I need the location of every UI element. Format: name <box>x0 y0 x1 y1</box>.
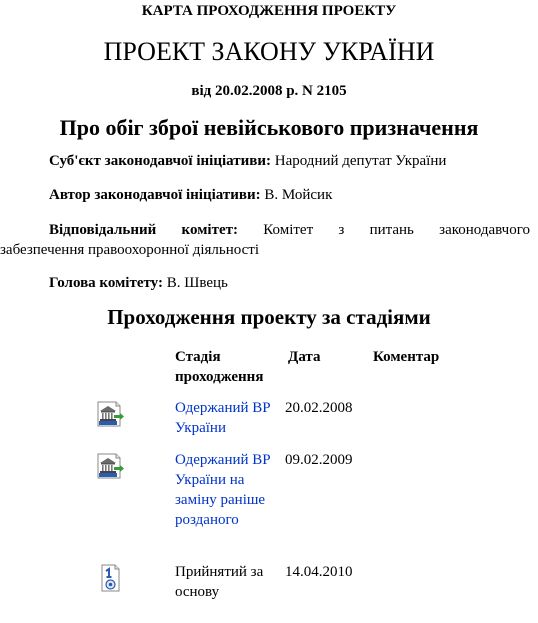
initiative-subject-label: Суб'єкт законодавчої ініціативи: <box>49 153 271 169</box>
author-value: В. Мойсик <box>264 187 333 203</box>
stage-date: 20.02.2008 <box>285 400 353 416</box>
chair-label: Голова комітету: <box>49 275 163 291</box>
committee-value-line-2: забезпечення правоохоронної діяльності <box>0 242 259 258</box>
stage-text: Прийнятий за основу <box>175 564 264 600</box>
parliament-document-icon[interactable] <box>95 452 125 480</box>
stage-link[interactable]: Одержаний ВР України на заміну раніше розданого <box>175 452 271 528</box>
committee-label-word-2: комітет: <box>181 222 238 238</box>
chair-field <box>49 275 228 292</box>
committee-value-word-3: питань <box>369 222 414 238</box>
column-header-stage: Стадія проходження <box>175 349 264 385</box>
chair-value: В. Швець <box>166 275 228 291</box>
committee-field <box>0 220 530 260</box>
author-label: Автор законодавчої ініціативи: <box>49 187 261 203</box>
stage-date: 14.04.2010 <box>285 564 353 580</box>
parliament-document-icon[interactable] <box>95 400 125 428</box>
first-reading-document-icon[interactable] <box>95 564 125 592</box>
stage-link[interactable]: Одержаний ВР України <box>175 400 271 436</box>
stages-title: Проходження проекту за стадіями <box>107 305 431 329</box>
initiative-subject-value: Народний депутат України <box>274 153 447 169</box>
committee-label-word-1: Відповідальний <box>49 222 157 238</box>
bill-subject: Про обіг зброї невійськового призначення <box>59 115 479 140</box>
bill-date-number: від 20.02.2008 р. N 2105 <box>191 83 347 99</box>
committee-value-word-1: Комітет <box>263 222 314 238</box>
card-title: КАРТА ПРОХОДЖЕННЯ ПРОЕКТУ <box>141 3 397 19</box>
author-field <box>49 187 332 204</box>
column-header-comment: Коментар <box>373 349 440 365</box>
committee-value-word-4: законодавчого <box>439 222 530 238</box>
law-title: ПРОЕКТ ЗАКОНУ УКРАЇНИ <box>103 37 435 66</box>
column-header-date: Дата <box>288 349 321 365</box>
stage-date: 09.02.2009 <box>285 452 353 468</box>
committee-value-word-2: з <box>338 222 345 238</box>
initiative-subject-field <box>49 153 446 170</box>
